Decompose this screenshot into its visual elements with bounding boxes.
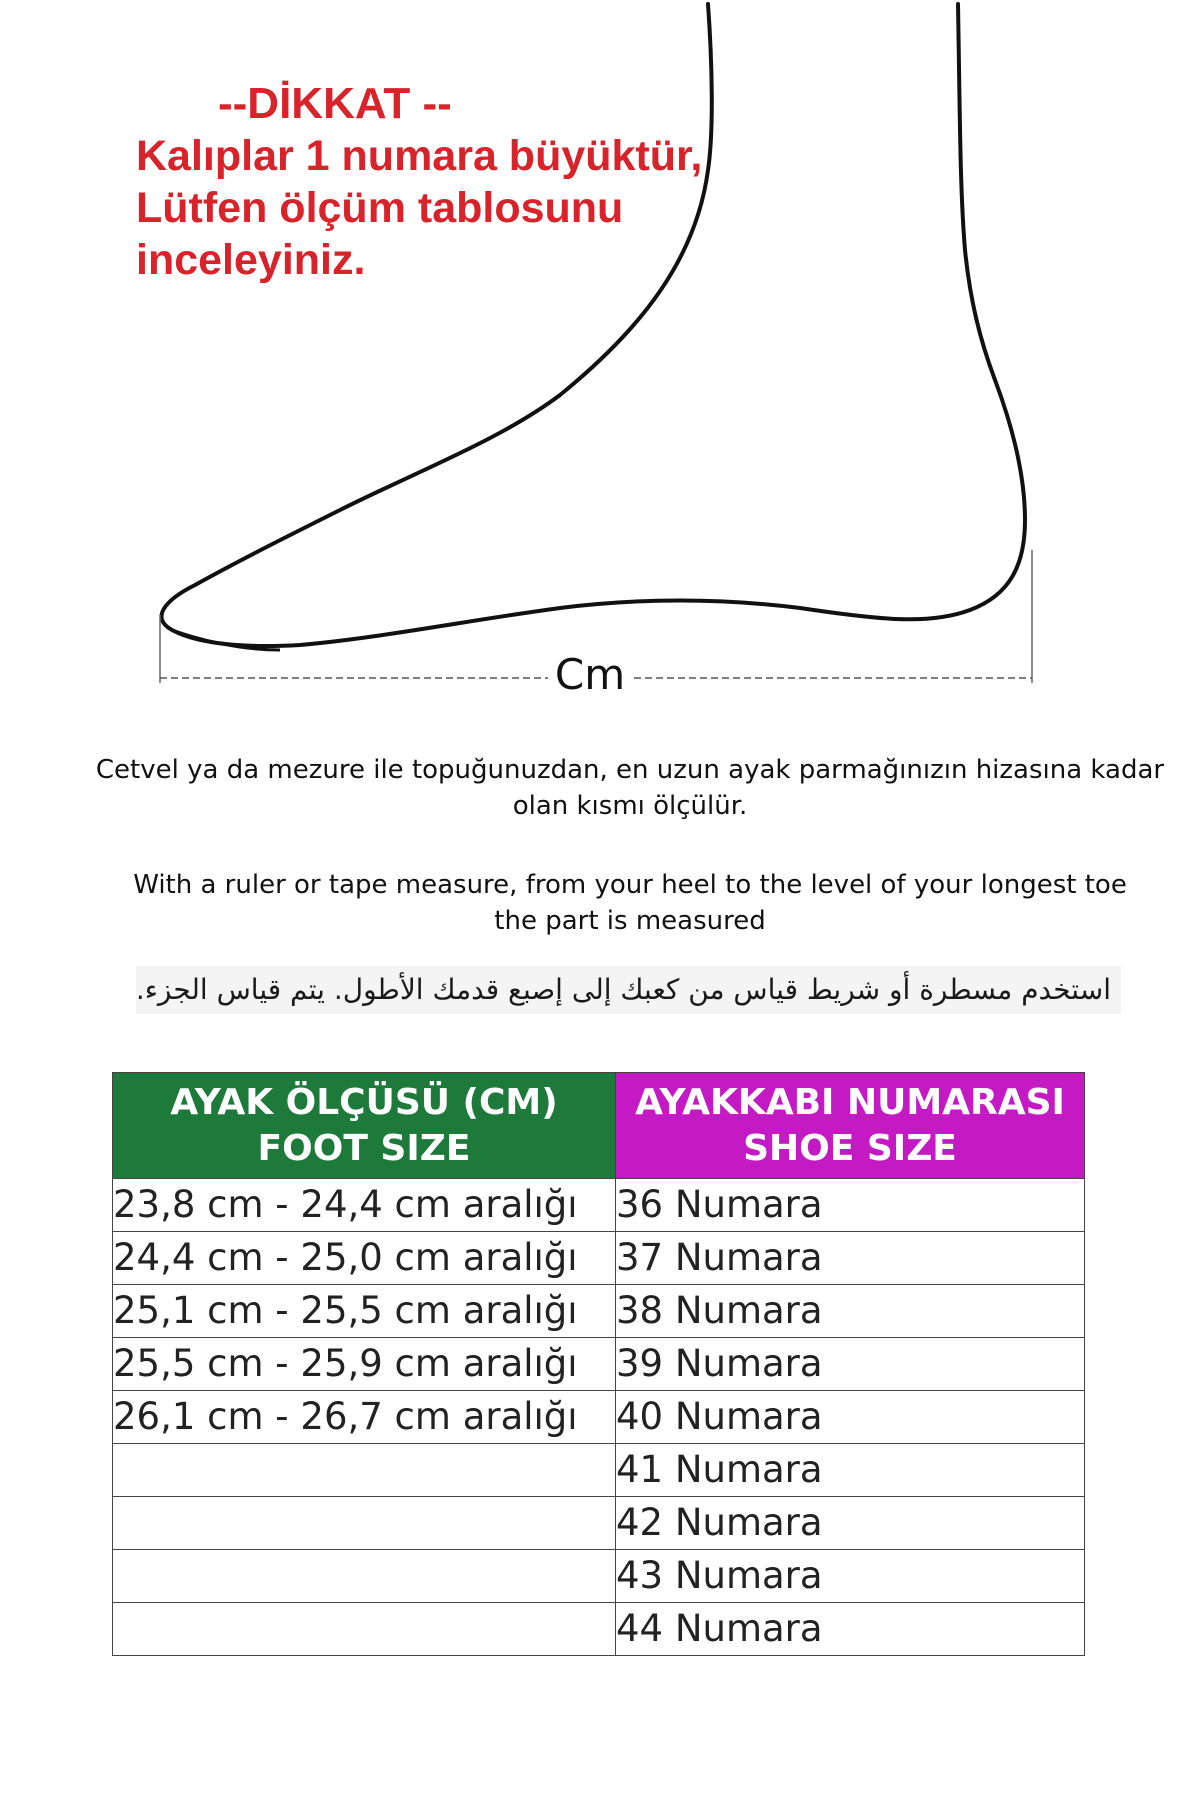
table-row: [113, 1603, 1085, 1656]
table-row: [113, 1444, 1085, 1497]
header-foot-size: [113, 1073, 616, 1179]
instructions-turkish-line-2: olan kısmı ölçülür.: [512, 791, 748, 821]
warning-line-2: Lütfen ölçüm tablosunu: [136, 184, 624, 232]
warning-title: --DİKKAT --: [218, 79, 452, 128]
foot-size-cell: [113, 1550, 616, 1603]
foot-size-cell: 26,1 cm - 26,7 cm aralığı: [113, 1391, 616, 1444]
table-row: [113, 1391, 1085, 1444]
instructions-english-line-1: With a ruler or tape measure, from your heel to the level of your longest toe: [133, 870, 1127, 900]
instructions-arabic: استخدم مسطرة أو شريط قياس من كعبك إلى إصبع قدمك الأطول. يتم قياس الجزء.: [136, 966, 1121, 1014]
warning-notice: [136, 78, 736, 286]
header-shoe-size-line-2: SHOE SIZE: [743, 1127, 957, 1169]
shoe-size-cell: 44 Numara: [616, 1603, 1085, 1656]
foot-size-cell: 23,8 cm - 24,4 cm aralığı: [113, 1179, 616, 1232]
size-chart-table: [112, 1072, 1085, 1656]
measure-unit-label: Cm: [550, 650, 630, 700]
shoe-size-cell: 42 Numara: [616, 1497, 1085, 1550]
foot-size-cell: 24,4 cm - 25,0 cm aralığı: [113, 1232, 616, 1285]
table-row: [113, 1285, 1085, 1338]
shoe-size-cell: 39 Numara: [616, 1338, 1085, 1391]
shoe-size-cell: 43 Numara: [616, 1550, 1085, 1603]
shoe-size-cell: 36 Numara: [616, 1179, 1085, 1232]
header-shoe-size-line-1: AYAKKABI NUMARASI: [635, 1081, 1065, 1123]
table-row: [113, 1497, 1085, 1550]
table-row: [113, 1232, 1085, 1285]
foot-size-cell: 25,5 cm - 25,9 cm aralığı: [113, 1338, 616, 1391]
table-row: [113, 1338, 1085, 1391]
header-foot-size-line-2: FOOT SIZE: [257, 1127, 471, 1169]
instructions-turkish: [90, 752, 1170, 824]
table-row: [113, 1550, 1085, 1603]
shoe-size-cell: 37 Numara: [616, 1232, 1085, 1285]
shoe-size-cell: 38 Numara: [616, 1285, 1085, 1338]
instructions-turkish-line-1: Cetvel ya da mezure ile topuğunuzdan, en uzun ayak parmağınızın hizasına kadar: [95, 755, 1165, 785]
header-shoe-size: [616, 1073, 1085, 1179]
instructions-english-line-2: the part is measured: [494, 906, 766, 936]
shoe-size-cell: 41 Numara: [616, 1444, 1085, 1497]
warning-line-3: inceleyiniz.: [136, 236, 366, 284]
instructions-english: [90, 867, 1170, 939]
shoe-size-cell: 40 Numara: [616, 1391, 1085, 1444]
foot-size-cell: [113, 1603, 616, 1656]
foot-size-cell: [113, 1497, 616, 1550]
size-table-header-row: [113, 1073, 1085, 1179]
foot-size-cell: 25,1 cm - 25,5 cm aralığı: [113, 1285, 616, 1338]
header-foot-size-line-1: AYAK ÖLÇÜSÜ (CM): [170, 1081, 558, 1123]
warning-line-1: Kalıplar 1 numara büyüktür,: [136, 132, 703, 180]
table-row: [113, 1179, 1085, 1232]
foot-size-cell: [113, 1444, 616, 1497]
